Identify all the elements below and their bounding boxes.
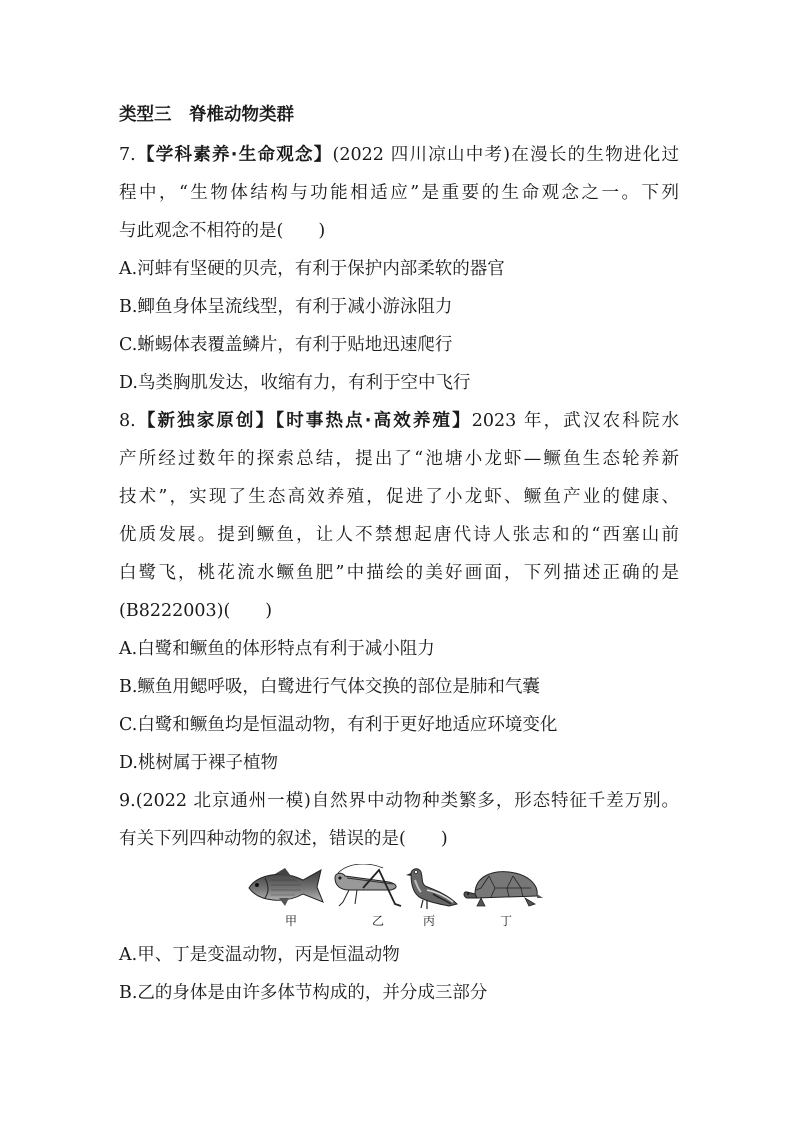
q8-line-3: 技术”，实现了生态高效养殖，促进了小龙虾、鳜鱼产业的健康、 xyxy=(119,487,679,507)
q8-number: 8. xyxy=(119,411,136,431)
q8-option-d: D.桃树属于裸子植物 xyxy=(119,753,278,773)
q8-tag-hot-topic: 【时事热点·高效养殖】 xyxy=(275,411,472,431)
q7-line-3: 与此观念不相符的是( ) xyxy=(119,221,326,241)
q8-line-6: (B8222003)( ) xyxy=(119,601,273,621)
q8-stem-start: 2023 年，武汉农科院水 xyxy=(471,411,679,431)
q7-stem-start: (2022 四川凉山中考)在漫长的生物进化过 xyxy=(332,145,679,165)
q7-option-b: B.鲫鱼身体呈流线型，有利于减小游泳阻力 xyxy=(119,297,453,317)
q7-option-d: D.鸟类胸肌发达，收缩有力，有利于空中飞行 xyxy=(119,373,471,393)
q8-line-1 xyxy=(119,409,679,433)
q8-option-c: C.白鹭和鳜鱼均是恒温动物，有利于更好地适应环境变化 xyxy=(119,715,558,735)
q8-line-2: 产所经过数年的探索总结，提出了“池塘小龙虾—鳜鱼生态轮养新 xyxy=(119,449,679,469)
q8-line-4: 优质发展。提到鳜鱼，让人不禁想起唐代诗人张志和的“西塞山前 xyxy=(119,525,679,545)
q8-tag-original: 【新独家原创】 xyxy=(135,411,276,431)
q8-option-a: A.白鹭和鳜鱼的体形特点有利于减小阻力 xyxy=(119,639,435,659)
q9-line-2: 有关下列四种动物的叙述，错误的是( ) xyxy=(119,829,448,849)
label-jia: 甲 xyxy=(285,914,298,928)
fish-icon xyxy=(245,866,327,908)
label-bing: 丙 xyxy=(423,914,436,928)
q7-number: 7. xyxy=(119,145,136,165)
q9-option-a: A.甲、丁是变温动物，丙是恒温动物 xyxy=(119,945,400,965)
q7-option-a: A.河蚌有坚硬的贝壳，有利于保护内部柔软的器官 xyxy=(119,259,505,279)
label-ding: 丁 xyxy=(500,914,513,928)
q9-option-b: B.乙的身体是由许多体节构成的，并分成三部分 xyxy=(119,983,488,1003)
section-title: 类型三 脊椎动物类群 xyxy=(119,105,294,125)
q8-option-b: B.鳜鱼用鳃呼吸，白鹭进行气体交换的部位是肺和气囊 xyxy=(119,677,540,697)
pigeon-icon xyxy=(403,864,459,912)
q7-tag: 【学科素养·生命观念】 xyxy=(135,145,333,165)
q7-line-1 xyxy=(119,143,679,167)
q7-option-c: C.蜥蜴体表覆盖鳞片，有利于贴地迅速爬行 xyxy=(119,335,453,355)
grasshopper-icon xyxy=(329,864,405,910)
label-yi: 乙 xyxy=(372,914,385,928)
q7-line-2: 程中，“生物体结构与功能相适应”是重要的生命观念之一。下列 xyxy=(119,183,679,203)
q9-line-1: 9.(2022 北京通州一模)自然界中动物种类繁多，形态特征千差万别。 xyxy=(119,791,679,811)
animals-figure xyxy=(245,862,545,934)
turtle-icon xyxy=(463,866,545,910)
q8-line-5: 白鹭飞，桃花流水鳜鱼肥”中描绘的美好画面，下列描述正确的是 xyxy=(119,563,679,583)
